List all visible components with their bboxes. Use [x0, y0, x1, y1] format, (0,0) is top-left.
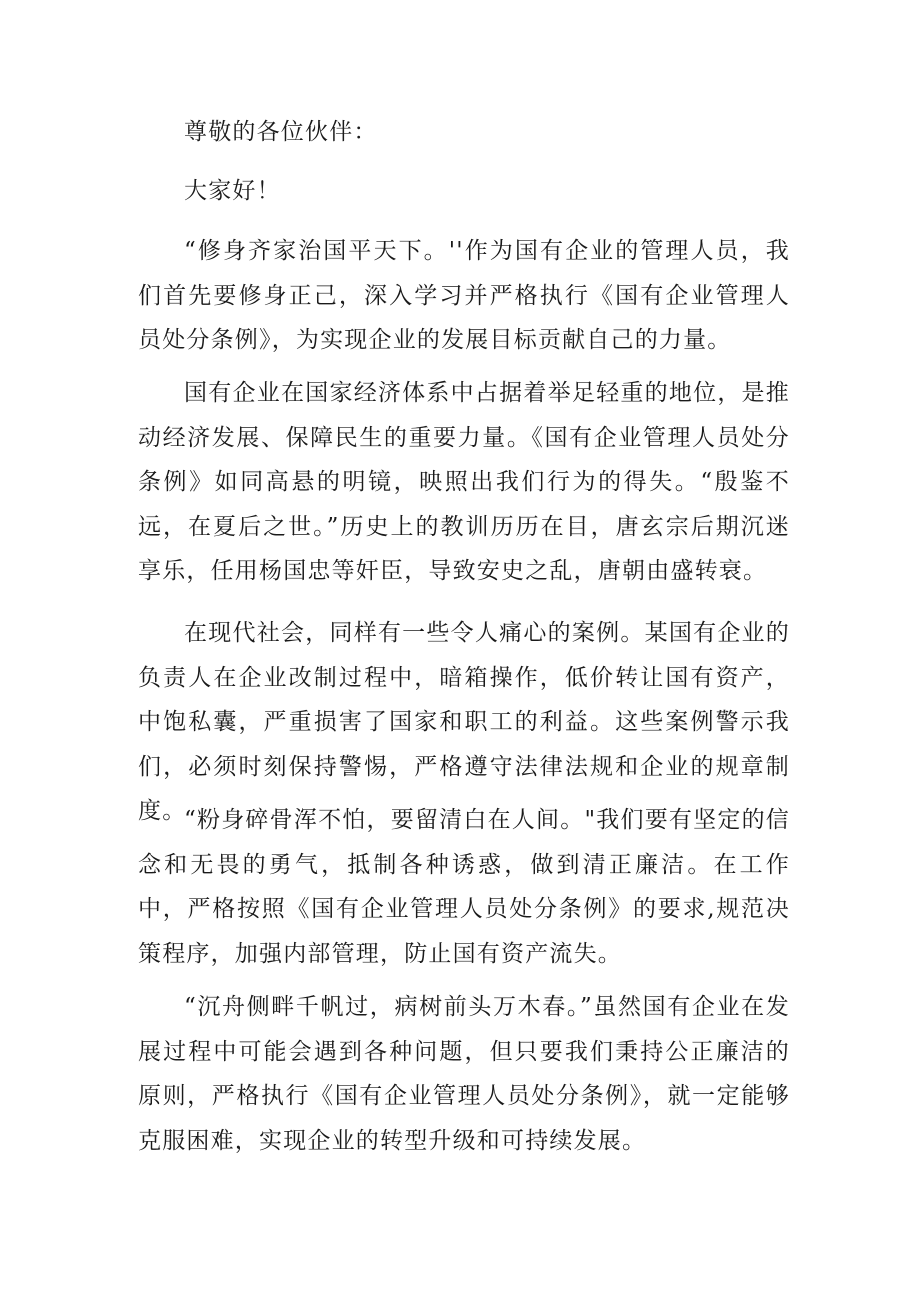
paragraph-state-enterprise-role: 国有企业在国家经济体系中占据着举足轻重的地位，是推动经济发展、保障民生的重要力量。《国有企业管理人员处分条例》如同高悬的明镜，映照出我们行为的得失。“殷鉴不远，在夏后之世。”历史上的教训历历在目，唐玄宗后期沉迷享乐，任用杨国忠等奸臣，导致安史之乱，唐朝由盛转衰。: [138, 380, 790, 584]
greeting: 大家好！: [184, 178, 281, 204]
paragraph-self-cultivation: “修身齐家治国平天下。''作为国有企业的管理人员，我们首先要修身正己，深入学习并严格执行《国有企业管理人员处分条例》，为实现企业的发展目标贡献自己的力量。: [138, 238, 790, 353]
paragraph-integrity: “粉身碎骨浑不怕，要留清白在人间。"我们要有坚定的信念和无畏的勇气，抵制各种诱惑，做到清正廉洁。在工作中，严格按照《国有企业管理人员处分条例》的要求,规范决策程序，加强内部管理，防止国有资产流失。: [138, 807, 790, 967]
paragraph-modern-cases: 在现代社会，同样有一些令人痛心的案例。某国有企业的负责人在企业改制过程中，暗箱操作，低价转让国有资产，中饱私囊，严重损害了国家和职工的利益。这些案例警示我们，必须时刻保持警惕，严格遵守法律法规和企业的规章制度。: [138, 620, 790, 824]
paragraph-development: “沉舟侧畔千帆过，病树前头万木春。”虽然国有企业在发展过程中可能会遇到各种问题，但只要我们秉持公正廉洁的原则，严格执行《国有企业管理人员处分条例》，就一定能够克服困难，实现企业的转型升级和可持续发展。: [138, 994, 790, 1154]
salutation: 尊敬的各位伙伴：: [184, 119, 378, 145]
